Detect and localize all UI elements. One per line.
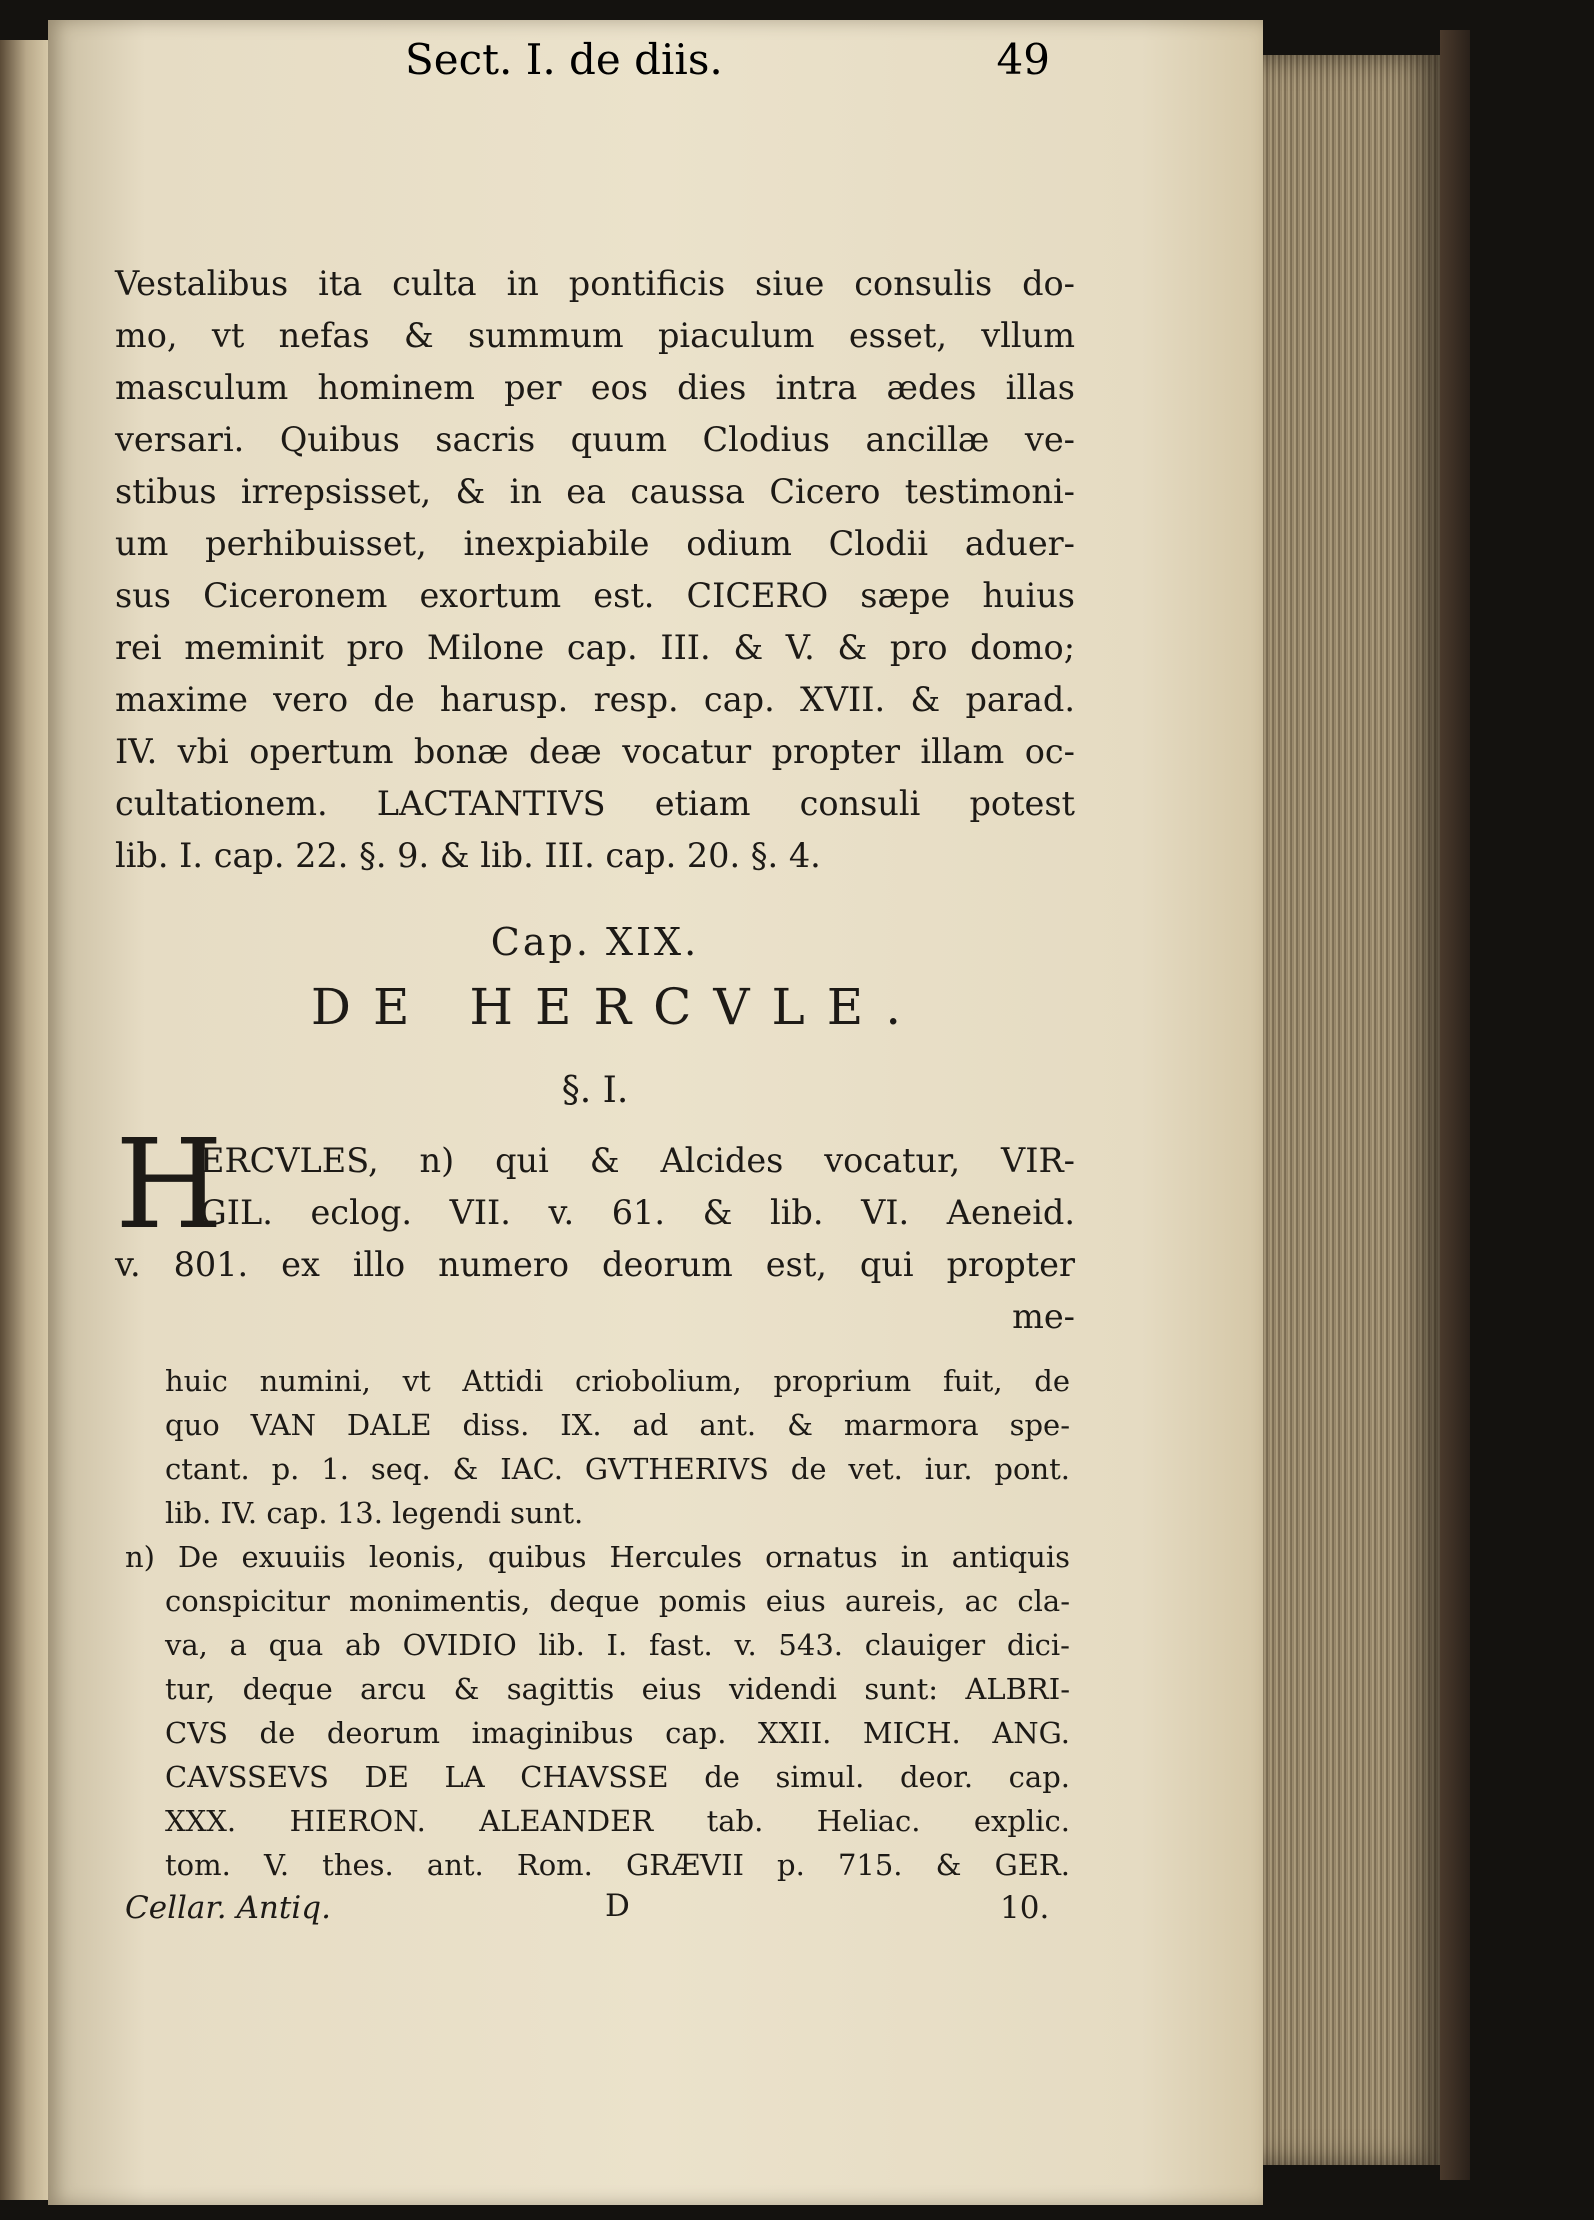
catchword-left: Cellar. Antiq. xyxy=(125,1890,331,1926)
body-line: cultationem. LACTANTIVS etiam consuli potest xyxy=(115,784,1075,823)
signature-mark: D xyxy=(605,1888,630,1924)
footnote-line: tom. V. thes. ant. Rom. GRÆVII p. 715. & GER. xyxy=(165,1848,1070,1882)
catchword-right: 10. xyxy=(1000,1890,1050,1926)
footnote-line: ctant. p. 1. seq. & IAC. GVTHERIVS de vet. iur. pont. xyxy=(165,1452,1070,1486)
left-page-edge xyxy=(0,40,48,2200)
body-line: masculum hominem per eos dies intra ædes illas xyxy=(115,368,1075,407)
page-number: 49 xyxy=(996,35,1050,84)
body-line: maxime vero de harusp. resp. cap. XVII. & parad. xyxy=(115,680,1075,719)
body-line: um perhibuisset, inexpiabile odium Clodii aduer- xyxy=(115,524,1075,563)
body-line: versari. Quibus sacris quum Clodius ancillæ ve- xyxy=(115,420,1075,459)
body-line: rei meminit pro Milone cap. III. & V. & pro domo; xyxy=(115,628,1075,667)
footnote-line: lib. IV. cap. 13. legendi sunt. xyxy=(165,1496,584,1530)
footnote-line: CVS de deorum imaginibus cap. XXII. MICH. ANG. xyxy=(165,1716,1070,1750)
footnote-line: XXX. HIERON. ALEANDER tab. Heliac. explic. xyxy=(165,1804,1070,1838)
body-line: Vestalibus ita culta in pontificis siue consulis do- xyxy=(115,264,1075,303)
chapter-line: v. 801. ex illo numero deorum est, qui propter xyxy=(115,1245,1075,1284)
footnote-line: quo VAN DALE diss. IX. ad ant. & marmora spe- xyxy=(165,1408,1070,1442)
footnote-line: tur, deque arcu & sagittis eius videndi sunt: ALBRI- xyxy=(165,1672,1070,1706)
drop-cap: H xyxy=(115,1113,224,1257)
chapter-title: DE HERCVLE. xyxy=(310,978,924,1036)
body-line: IV. vbi opertum bonæ deæ vocatur propter illam oc- xyxy=(115,732,1075,771)
book-cover-edge xyxy=(1440,30,1470,2180)
chapter-number: Cap. XIX. xyxy=(490,920,700,964)
footnote-line: va, a qua ab OVIDIO lib. I. fast. v. 543. clauiger dici- xyxy=(165,1628,1070,1662)
running-title: Sect. I. de diis. xyxy=(405,35,723,84)
footnote-line: CAVSSEVS DE LA CHAVSSE de simul. deor. cap. xyxy=(165,1760,1070,1794)
body-line: sus Ciceronem exortum est. CICERO sæpe huius xyxy=(115,576,1075,615)
section-mark: §. I. xyxy=(561,1070,629,1111)
footnote-line: conspicitur monimentis, deque pomis eius aureis, ac cla- xyxy=(165,1584,1070,1618)
running-header xyxy=(290,35,1080,95)
page-fore-edge xyxy=(1263,55,1443,2165)
chapter-line: GIL. eclog. VII. v. 61. & lib. VI. Aeneid. xyxy=(200,1193,1075,1232)
body-line: lib. I. cap. 22. §. 9. & lib. III. cap. 20. §. 4. xyxy=(115,836,821,875)
chapter-line: ERCVLES, n) qui & Alcides vocatur, VIR- xyxy=(200,1141,1075,1180)
footnote-line: n) De exuuiis leonis, quibus Hercules ornatus in antiquis xyxy=(125,1540,1070,1574)
footnote-line: huic numini, vt Attidi criobolium, proprium fuit, de xyxy=(165,1364,1070,1398)
body-line: stibus irrepsisset, & in ea caussa Cicero testimoni- xyxy=(115,472,1075,511)
body-line: mo, vt nefas & summum piaculum esset, vllum xyxy=(115,316,1075,355)
catchword: me- xyxy=(1012,1297,1075,1336)
